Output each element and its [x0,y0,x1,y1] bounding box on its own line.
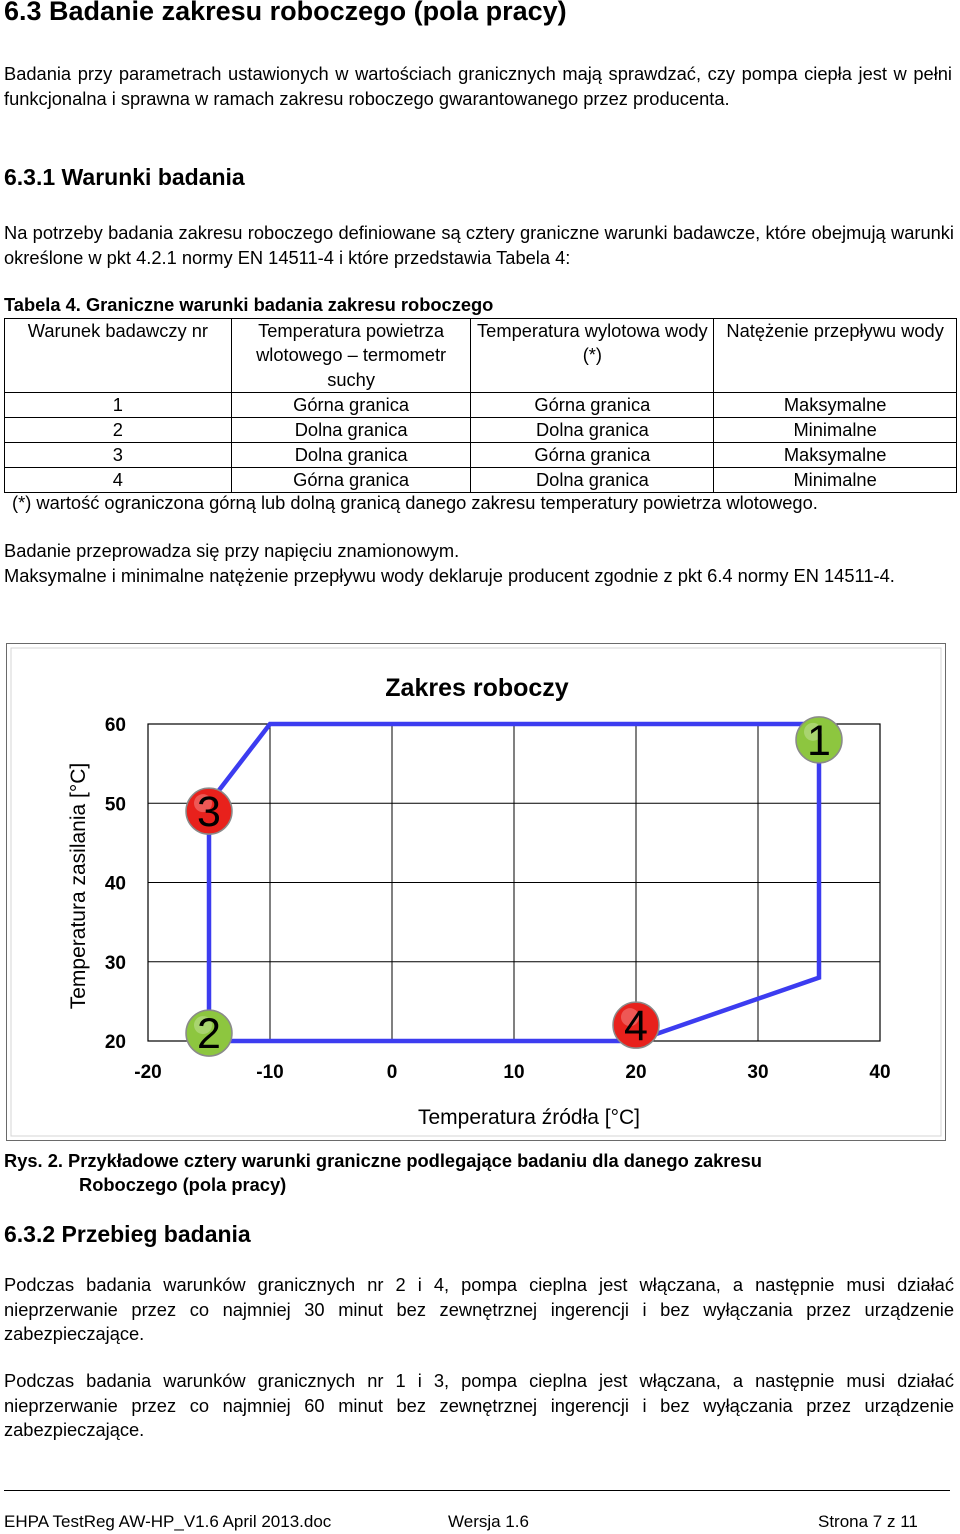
chart-point-label: 4 [624,1002,648,1051]
footer-divider [4,1490,950,1491]
table-cell: Minimalne [714,418,957,443]
section-heading: 6.3 Badanie zakresu roboczego (pola pracy) [4,0,567,26]
subsection-title-procedure: 6.3.2 Przebieg badania [4,1221,251,1247]
procedure-paragraph-2: Podczas badania warunków granicznych nr 1 i 3, pompa cieplna jest włączana, a następnie musi działać nieprzerwanie przez co najmniej 60 minut bez zewnętrznej ingerencji i bez wyłączania przez urządzenie zabezpieczające. [4,1370,954,1440]
chart-y-tick-label: 30 [104,952,126,974]
table-cell: Górna granica [471,393,714,418]
table-header-row [5,319,957,393]
table-row [5,393,957,418]
chart-title: Zakres roboczy [385,674,569,702]
table-cell: 3 [5,443,232,468]
table-cell: Minimalne [714,468,957,493]
chart-y-tick-label: 50 [104,794,126,816]
procedure-paragraph-1: Podczas badania warunków granicznych nr 2 i 4, pompa cieplna jest włączana, a następnie musi działać nieprzerwanie przez co najmniej 30 minut bez zewnętrznej ingerencji i bez wyłączania przez urządzenie zabezpieczające. [4,1274,954,1344]
table-header-cell: Warunek badawczy nr [5,319,232,393]
table-cell: Dolna granica [471,418,714,443]
footer-document-name: EHPA TestReg AW-HP_V1.6 April 2013.doc [4,1512,332,1531]
footer-page-number: Strona 7 z 11 [818,1512,918,1531]
chart-y-tick-label: 20 [104,1032,126,1053]
footer-version: Wersja 1.6 [448,1512,529,1531]
conditions-paragraph: Na potrzeby badania zakresu roboczego definiowane są cztery graniczne warunki badawcze, które obejmują warunki określone w pkt 4.2.1 normy EN 14511-4 i które przedstawia Tabela 4: [4,222,954,268]
table-cell: Górna granica [231,468,471,493]
chart-x-tick-label: 0 [386,1062,398,1083]
chart-x-tick-label: -10 [256,1062,284,1083]
table-row [5,418,957,443]
chart-x-axis-label: Temperatura źródła [°C] [418,1106,640,1129]
table-cell: 4 [5,468,232,493]
table-cell: Górna granica [471,443,714,468]
chart-point-label: 1 [807,716,831,765]
table-caption: Tabela 4. Graniczne warunki badania zakresu roboczego [4,294,494,315]
chart-y-tick-label: 60 [104,715,126,736]
table-cell: 2 [5,418,232,443]
table-header-cell: Temperatura wylotowa wody (*) [471,319,714,393]
chart-x-tick-label: -20 [134,1062,162,1083]
intro-paragraph: Badania przy parametrach ustawionych w wartościach granicznych mają sprawdzać, czy pompa ciepła jest w pełni funkcjonalna i sprawna w ramach zakresu roboczego gwarantowanego przez producenta. [4,63,952,109]
table-cell: 1 [5,393,232,418]
chart-point-label: 2 [197,1010,221,1059]
table-cell: Górna granica [231,393,471,418]
operating-range-chart [6,643,946,1141]
boundary-conditions-table [4,318,957,493]
table-cell: Maksymalne [714,393,957,418]
chart-canvas [7,644,945,1140]
figure-caption-continued: Roboczego (pola pracy) [79,1174,287,1195]
subsection-title-conditions: 6.3.1 Warunki badania [4,164,245,190]
table-row [5,443,957,468]
table-header-cell: Natężenie przepływu wody [714,319,957,393]
chart-y-axis-label: Temperatura zasilania [°C] [67,762,90,1010]
table-cell: Maksymalne [714,443,957,468]
voltage-paragraph: Badanie przeprowadza się przy napięciu znamionowym. [4,540,460,561]
chart-point-label: 3 [197,788,221,837]
table-cell: Dolna granica [231,418,471,443]
flow-paragraph: Maksymalne i minimalne natężenie przepływu wody deklaruje producent zgodnie z pkt 6.4 normy EN 14511-4. [4,565,895,586]
chart-x-tick-label: 20 [625,1062,647,1083]
chart-x-tick-label: 30 [747,1062,769,1083]
figure-caption: Rys. 2. Przykładowe cztery warunki graniczne podlegające badaniu dla danego zakresu [4,1150,762,1171]
chart-x-tick-label: 40 [869,1062,891,1083]
table-cell: Dolna granica [471,468,714,493]
table-cell: Dolna granica [231,443,471,468]
table-header-cell: Temperatura powietrza wlotowego – termometr suchy [231,319,471,393]
table-footnote: (*) wartość ograniczona górną lub dolną granicą danego zakresu temperatury powietrza wlotowego. [12,492,818,513]
table-row [5,468,957,493]
chart-y-tick-label: 40 [104,873,126,895]
chart-x-tick-label: 10 [503,1062,525,1083]
